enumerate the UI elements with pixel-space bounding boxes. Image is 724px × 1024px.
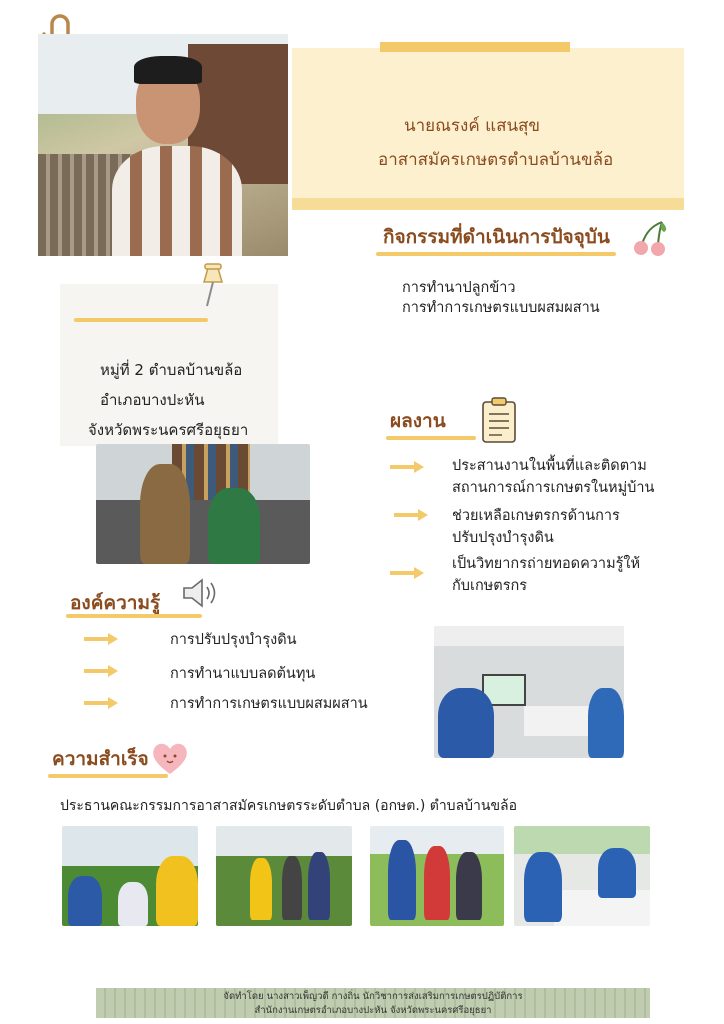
banner-tape <box>380 42 570 52</box>
field-visit-photo <box>216 826 352 926</box>
current-activity-item: การทำการเกษตรแบบผสมผสาน <box>402 300 600 316</box>
banner-bottom-tape <box>292 198 684 210</box>
arrow-right-icon <box>84 696 118 710</box>
address-line: จังหวัดพระนครศรีอยุธยา <box>88 421 249 439</box>
person-position: อาสาสมัครเกษตรตำบลบ้านขล้อ <box>378 150 614 170</box>
knowledge-item: การปรับปรุงบำรุงดิน <box>170 632 297 648</box>
office-meeting-photo <box>96 444 310 564</box>
knowledge-heading: องค์ความรู้ <box>70 592 161 614</box>
knowledge-item: การทำการเกษตรแบบผสมผสาน <box>170 696 368 712</box>
desk-meeting-photo <box>514 826 650 926</box>
current-activity-item: การทำนาปลูกข้าว <box>402 280 516 296</box>
result-item-line: เป็นวิทยากรถ่ายทอดความรู้ให้ <box>452 556 641 572</box>
profile-photo <box>38 34 288 256</box>
pushpin-icon <box>196 262 230 308</box>
arrow-right-icon <box>394 508 428 522</box>
rice-field-photo <box>62 826 198 926</box>
current-activities-heading: กิจกรรมที่ดำเนินการปัจจุบัน <box>383 226 610 248</box>
arrow-right-icon <box>390 460 424 474</box>
result-item-line: ประสานงานในพื้นที่และติดตาม <box>452 458 647 474</box>
cherry-icon <box>630 218 670 258</box>
knowledge-underline <box>66 614 202 618</box>
heart-icon <box>150 740 190 776</box>
training-room-photo <box>434 626 624 758</box>
footer-credit-line: จัดทำโดย นางสาวเพ็ญวดี กางถิ่น นักวิชาการส่งเสริมการเกษตรปฏิบัติการ <box>223 991 523 1002</box>
result-item-line: ช่วยเหลือเกษตรกรด้านการ <box>452 508 620 524</box>
address-line: หมู่ที่ 2 ตำบลบ้านขล้อ <box>100 361 243 379</box>
result-item-line: สถานการณ์การเกษตรในหมู่บ้าน <box>452 480 655 496</box>
address-underline <box>74 318 208 322</box>
footer-office-line: สำนักงานเกษตรอำเภอบางปะหัน จังหวัดพระนครศรีอยุธยา <box>254 1005 492 1016</box>
success-heading: ความสำเร็จ <box>52 748 149 770</box>
knowledge-item: การทำนาแบบลดต้นทุน <box>170 666 316 682</box>
results-underline <box>386 436 476 440</box>
success-text: ประธานคณะกรรมการอาสาสมัครเกษตรระดับตำบล (อกษต.) ตำบลบ้านขล้อ <box>60 798 518 814</box>
current-activities-underline <box>376 252 616 256</box>
result-item-line: กับเกษตรกร <box>452 578 528 594</box>
arrow-right-icon <box>84 632 118 646</box>
speaker-icon <box>180 576 222 610</box>
arrow-right-icon <box>390 566 424 580</box>
results-heading: ผลงาน <box>390 410 446 432</box>
arrow-right-icon <box>84 664 118 678</box>
result-item-line: ปรับปรุงบำรุงดิน <box>452 530 554 546</box>
address-line: อำเภอบางปะหัน <box>100 391 205 409</box>
person-name: นายณรงค์ แสนสุข <box>404 116 541 136</box>
clipboard-icon <box>478 396 520 444</box>
group-field-photo <box>370 826 504 926</box>
